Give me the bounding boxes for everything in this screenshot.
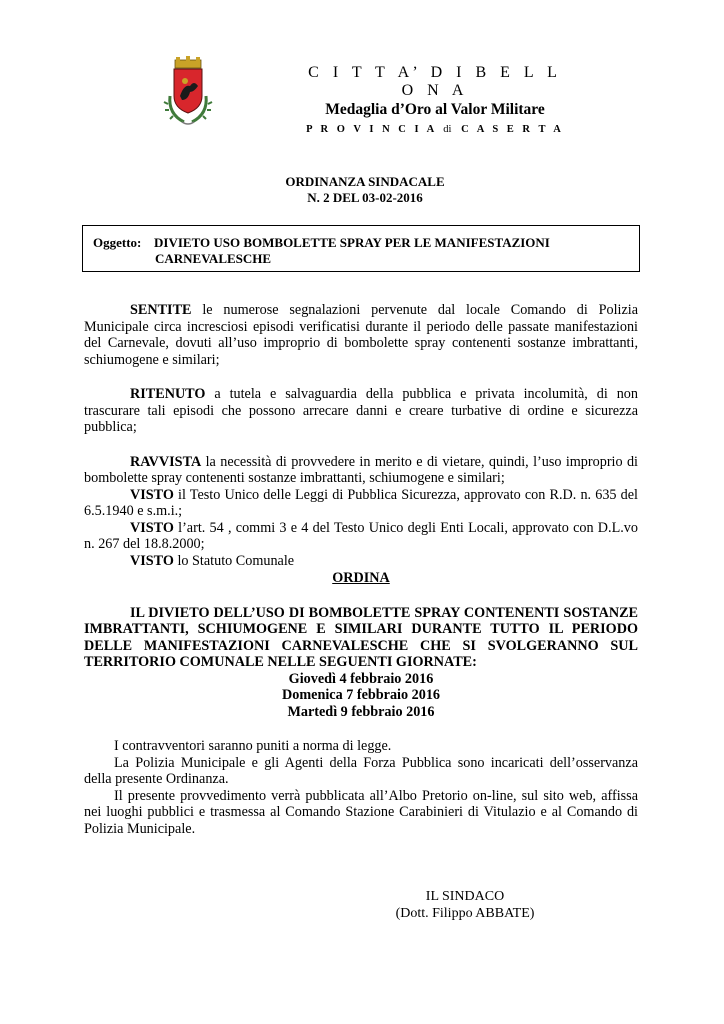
subject-line-2: CARNEVALESCHE bbox=[155, 251, 272, 266]
city-name: C I T T A’ D I B E L L O N A bbox=[308, 64, 562, 99]
keyword-sentite: SENTITE bbox=[130, 302, 192, 318]
keyword-visto-1: VISTO bbox=[130, 486, 174, 503]
subject-line-1: DIVIETO USO BOMBOLETTE SPRAY PER LE MANIFESTAZIONI bbox=[154, 235, 550, 250]
paragraph-visto-1 bbox=[84, 487, 638, 520]
subject-label: Oggetto: bbox=[93, 235, 142, 250]
province-di: di bbox=[443, 124, 452, 135]
medal-subtitle: Medaglia d’Oro al Valor Militare bbox=[325, 101, 545, 118]
signature-block bbox=[370, 888, 560, 922]
ordinance-heading bbox=[220, 174, 510, 206]
paragraph-ritenuto bbox=[84, 386, 638, 436]
keyword-ritenuto: RITENUTO bbox=[130, 386, 206, 402]
keyword-visto-3: VISTO bbox=[130, 552, 174, 569]
ordinance-title: ORDINANZA SINDACALE bbox=[285, 174, 445, 189]
closing-paragraph-1: I contravventori saranno puniti a norma di legge. bbox=[114, 738, 392, 754]
province-name: C A S E R T A bbox=[461, 124, 564, 135]
city-crest-logo bbox=[160, 56, 216, 134]
ordinance-body bbox=[84, 302, 638, 837]
text-ritenuto: a tutela e salvaguardia della pubblica e privata incolumità, di non trascurare tali episodi che possono arrecare danni e creare turbative di ordine e sicurezza pubblica; bbox=[84, 386, 638, 435]
paragraph-visto-3 bbox=[84, 553, 638, 570]
text-visto-2: l’art. 54 , commi 3 e 4 del Testo Unico degli Enti Locali, approvato con D.L.vo n. 267 del 18.8.2000; bbox=[84, 519, 638, 552]
closing-paragraph-3: Il presente provvedimento verrà pubblicata all’Albo Pretorio on-line, sul sito web, affissa nei luoghi pubblici e trasmessa al Comando Stazione Carabinieri di Vitulazio e al Comando di Polizia Municipale. bbox=[84, 787, 638, 837]
date-1: Giovedì 4 febbraio 2016 bbox=[288, 670, 434, 687]
signature-name: (Dott. Filippo ABBATE) bbox=[395, 906, 535, 921]
keyword-visto-2: VISTO bbox=[130, 519, 174, 536]
text-visto-1: il Testo Unico delle Leggi di Pubblica Sicurezza, approvato con R.D. n. 635 del 6.5.1940 e s.m.i.; bbox=[84, 486, 638, 519]
paragraph-visto-2 bbox=[84, 520, 638, 553]
paragraph-ravvista bbox=[84, 454, 638, 487]
province-line bbox=[300, 124, 570, 135]
subject-text bbox=[154, 235, 624, 267]
signature-role: IL SINDACO bbox=[425, 889, 505, 904]
subject-box bbox=[82, 225, 640, 272]
date-3: Martedì 9 febbraio 2016 bbox=[287, 703, 435, 720]
paragraph-sentite bbox=[84, 302, 638, 368]
text-ravvista: la necessità di provvedere in merito e di vietare, quindi, l’uso improprio di bombolette spray contenenti sostanze imbrattanti, schiumogene e similari; bbox=[84, 453, 638, 486]
text-visto-3: lo Statuto Comunale bbox=[173, 552, 295, 569]
ordinance-number: N. 2 DEL 03-02-2016 bbox=[307, 190, 423, 205]
keyword-ravvista: RAVVISTA bbox=[130, 453, 202, 470]
province-label: P R O V I N C I A bbox=[306, 124, 437, 135]
divieto-paragraph: IL DIVIETO DELL’USO DI BOMBOLETTE SPRAY CONTENENTI SOSTANZE IMBRATTANTI, SCHIUMOGENE E SIMILARI DURANTE TUTTO IL PERIODO DELLE MANIFESTAZIONI CARNEVALESCHE CHE SI SVOLGERANNO SUL TERRITORIO COMUNALE NELLE SEGUENTI GIORNATE: bbox=[84, 604, 638, 670]
closing-paragraph-2: La Polizia Municipale e gli Agenti della Forza Pubblica sono incaricati dell’osservanza della presente Ordinanza. bbox=[84, 754, 638, 787]
ordina-heading: ORDINA bbox=[332, 570, 390, 586]
date-2: Domenica 7 febbraio 2016 bbox=[281, 687, 441, 703]
text-sentite: le numerose segnalazioni pervenute dal locale Comando di Polizia Municipale circa incresciosi episodi verificatisi durante il periodo delle passate manifestazioni del Carnevale, dovuti all’uso improprio di bombolette spray contenenti sostanze imbrattanti, schiumogene e similari; bbox=[84, 302, 638, 368]
